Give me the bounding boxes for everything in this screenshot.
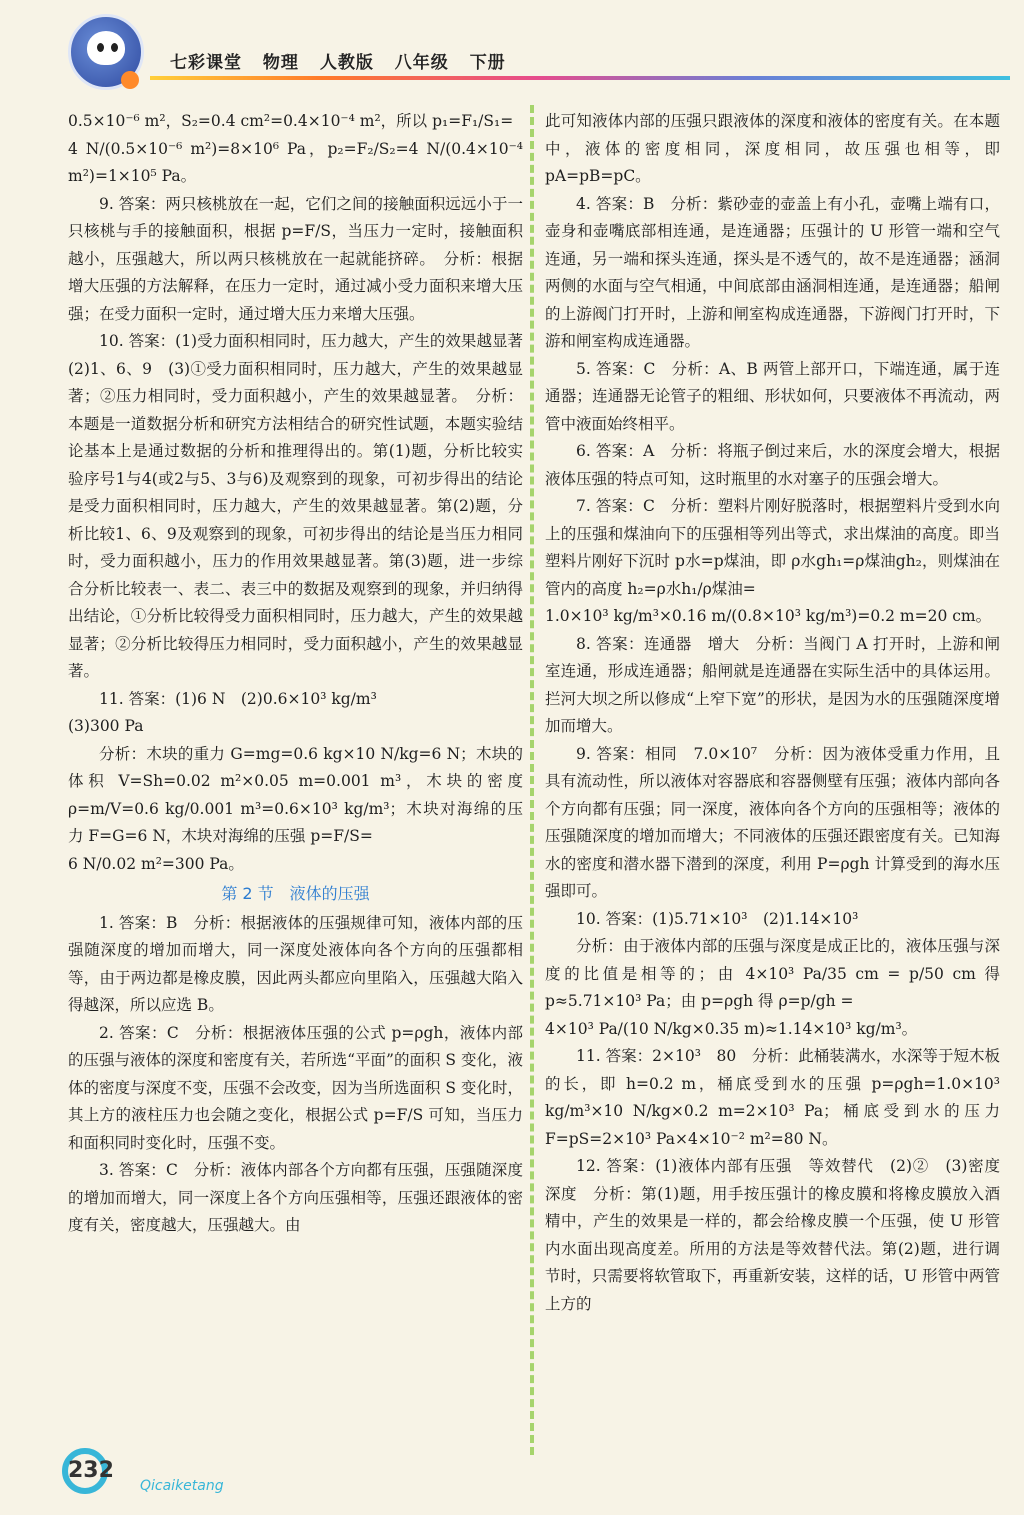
page-header [0, 0, 1024, 100]
answer-item-11-analysis: 分析：木块的重力 G=mg=0.6 kg×10 N/kg=6 N；木块的体积 V=Sh=0.02 m²×0.05 m=0.001 m³，木块的密度 ρ=m/V=0.6 kg/0.001 m³=0.6×10³ kg/m³；木块对海绵的压力 F=G=6 N，木块对海绵的压强 p=F/S= [68, 744, 523, 845]
volume: 下册 [469, 53, 506, 73]
series-title [170, 48, 520, 73]
mascot-eye-icon [111, 43, 118, 52]
left-column [68, 108, 539, 1240]
formula-line: 6 N/0.02 m²=300 Pa。 [68, 854, 244, 873]
footer-brand: Qicaiketang [140, 1478, 224, 1494]
section-answer-10: 10. 答案：(1)5.71×10³ (2)1.14×10³ [576, 909, 859, 928]
section-answer-5: 5. 答案：C 分析：A、B 两管上部开口，下端连通，属于连通器；连通器无论管子的粗细、形状如何，只要液体不再流动，两管中液面始终相平。 [545, 359, 1000, 433]
section-answer-3: 3. 答案：C 分析：液体内部各个方向都有压强，压强随深度的增加而增大，同一深度上各个方向压强相等，压强还跟液体的密度有关，密度越大，压强越大。由 [68, 1161, 523, 1234]
mascot-logo-icon [68, 14, 144, 90]
answer-item-10: 10. 答案：(1)受力面积相同时，压力越大，产生的效果越显著 (2)1、6、9 (3)①受力面积相同时，压力越大，产生的效果越显著；②压力相同时，受力面积越小，产生的效果越显著。 分析：本题是一道数据分析和研究方法相结合的研究性试题，本题实验结论基本上是通过数据的分析和推理得出的。第(1)题，分析比较实验序号1与4(或2与5、3与6)及观察到的现象，可初步得出的结论是受力面积相同时，压力越大，产生的效果越显著。第(2)题，分析比较1、6、9及观察到的现象，可初步得出的结论是当压力相同时，受力面积越小，压力的作用效果越显著。第(3)题，进一步综合分析比较表一、表二、表三中的数据及观察到的现象，并归纳得出结论，①分析比较得受力面积相同时，压力越大，产生的效果越显著；②分析比较得压力相同时，受力面积越小，产生的效果越显著。 [68, 332, 539, 680]
section-answer-12: 12. 答案：(1)液体内部有压强 等效替代 (2)② (3)密度 深度 分析：第(1)题，用手按压强计的橡皮膜和将橡皮膜放入酒精中，产生的效果是一样的，都会给橡皮膜一个压强，使 U 形管内水面出现高度差。所用的方法是等效替代法。第(2)题，进行调节时，只需要将软管取下，再重新安装，这样的话，U 形管中两管上方的 [545, 1157, 1016, 1313]
formula-line: 4 N/(0.5×10⁻⁶ m²)=8×10⁶ Pa，p₂=F₂/S₂=4 N/(0.4×10⁻⁴ m²)=1×10⁵ Pa。 [68, 139, 523, 185]
answer-item-9: 9. 答案：两只核桃放在一起，它们之间的接触面积远远小于一只核桃与手的接触面积，根据 p=F/S，当压力一定时，接触面积越小，压强越大，所以两只核桃放在一起就能挤碎。 分析：根据增大压强的方法解释，在压力一定时，通过减小受力面积来增大压强；在受力面积一定时，通过增大压力来增大压强。 [68, 194, 523, 323]
section-answer-9: 9. 答案：相同 7.0×10⁷ 分析：因为液体受重力作用，且具有流动性，所以液体对容器底和容器侧壁有压强；液体内部向各个方向都有压强；同一深度，液体向各个方向的压强相等；液体的压强随深度的增加而增大；不同液体的压强还跟密度有关。已知海水的密度和潜水器下潜到的深度，利用 P=ρgh 计算受到的海水压强即可。 [545, 744, 1000, 900]
section-answer-7: 7. 答案：C 分析：塑料片刚好脱落时，根据塑料片受到水向上的压强和煤油向下的压强相等列出等式，求出煤油的高度。即当塑料片刚好下沉时 p水=p煤油，即 ρ水gh₁=ρ煤油gh₂，则煤油在管内的高度 h₂=ρ水h₁/ρ煤油= [545, 497, 1000, 598]
formula-line: 0.5×10⁻⁶ m²，S₂=0.4 cm²=0.4×10⁻⁴ m²，所以 p₁=F₁/S₁= [68, 112, 514, 130]
subject: 物理 [262, 53, 299, 73]
section-title: 第 2 节 液体的压强 [221, 884, 370, 903]
column-divider [530, 105, 534, 1455]
section-answer-11: 11. 答案：2×10³ 80 分析：此桶装满水，水深等于短木板的长，即 h=0.2 m，桶底受到水的压强 p=ρgh=1.0×10³ kg/m³×10 N/kg×0.2 m=2×10³ Pa；桶底受到水的压力 F=pS=2×10³ Pa×4×10⁻² m²=80 N。 [545, 1047, 1000, 1148]
section-answer-2: 2. 答案：C 分析：根据液体压强的公式 p=ρgh，液体内部的压强与液体的深度和密度有关，若所选“平面”的面积 S 变化，液体的密度与深度不变，压强不会改变，因为当所选面积 S 变化时，其上方的液柱压力也会随之变化，根据公式 p=F/S 可知，当压力和面积同时变化时，压强不变。 [68, 1023, 523, 1152]
section-answer-8: 8. 答案：连通器 增大 分析：当阀门 A 打开时，上游和闸室连通，形成连通器；船闸就是连通器在实际生活中的具体运用。拦河大坝之所以修成“上窄下宽”的形状，是因为水的压强随深度增加而增大。 [545, 634, 1000, 735]
right-column [545, 108, 1016, 1318]
section-answer-1: 1. 答案：B 分析：根据液体的压强规律可知，液体内部的压强随深度的增加而增大，同一深度处液体向各个方向的压强都相等，由于两边都是橡皮膜，因此两头都应向里陷入，压强越大陷入得越深，所以应选 B。 [68, 913, 523, 1014]
series-name: 七彩课堂 [170, 53, 242, 73]
section-answer-6: 6. 答案：A 分析：将瓶子倒过来后，水的深度会增大，根据液体压强的特点可知，这时瓶里的水对塞子的压强会增大。 [545, 442, 1000, 488]
page-number: 232 [68, 1458, 114, 1483]
answer-item-11-part3: (3)300 Pa [68, 717, 144, 735]
header-rainbow-line [150, 76, 1010, 80]
answer-item-11: 11. 答案：(1)6 N (2)0.6×10³ kg/m³ [99, 689, 377, 708]
section-answer-4: 4. 答案：B 分析：紫砂壶的壶盖上有小孔，壶嘴上端有口，壶身和壶嘴底部相连通，是连通器；压强计的 U 形管一端和空气连通，另一端和探头连通，探头是不透气的，故不是连通器；涵洞两侧的水面与空气相通，中间底部由涵洞相连通，是连通器；船闸的上游阀门打开时，上游和闸室构成连通器，下游阀门打开时，下游和闸室构成连通器。 [545, 194, 1000, 350]
section-answer-10-analysis: 分析：由于液体内部的压强与深度是成正比的，液体压强与深度的比值是相等的；由 4×10³ Pa/35 cm = p/50 cm 得 p≈5.71×10³ Pa；由 p=ρgh 得 ρ=p/gh = [545, 937, 1000, 1010]
formula-line: 4×10³ Pa/(10 N/kg×0.35 m)≈1.14×10³ kg/m³。 [545, 1019, 918, 1038]
formula-line: 1.0×10³ kg/m³×0.16 m/(0.8×10³ kg/m³)=0.2 m=20 cm。 [545, 607, 992, 625]
edition: 人教版 [319, 53, 374, 73]
ball-icon [121, 71, 139, 89]
section-answer-3-cont: 此可知液体内部的压强只跟液体的深度和液体的密度有关。在本题中，液体的密度相同，深度相同，故压强也相等，即 pA=pB=pC。 [545, 112, 1000, 185]
mascot-face [87, 31, 125, 65]
grade: 八年级 [394, 53, 449, 73]
mascot-eye-icon [97, 43, 104, 52]
